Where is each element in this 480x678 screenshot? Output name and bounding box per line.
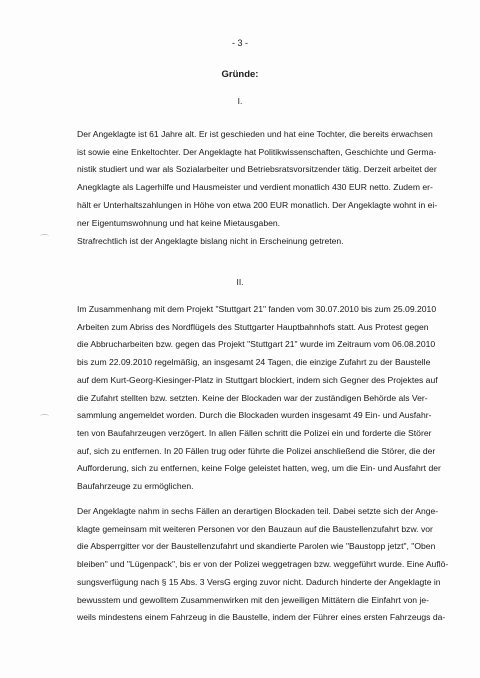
text-line: Der Angeklagte ist 61 Jahre alt. Er ist geschieden und hat eine Tochter, die bereits erwachsen <box>77 129 433 139</box>
text-line: ner Eigentumswohnung und hat keine Mietausgaben. <box>77 217 281 228</box>
text-line: klagte gemeinsam mit weiteren Personen vor den Bauzaun auf die Baustellenzufahrt bzw. vor <box>77 523 433 534</box>
text-line: Strafrechtlich ist der Angeklagte bislang nicht in Erscheinung getreten. <box>77 236 344 246</box>
text-line: weils mindestens einem Fahrzeug in die Baustelle, indem der Führer eines ersten Fahrzeugs da- <box>77 612 446 623</box>
section-heading: Gründe: <box>221 69 259 80</box>
paragraph-personal-circumstances <box>77 126 467 232</box>
page-number: - 3 - <box>231 38 248 48</box>
text-line: nistik studiert und war als Sozialarbeiter und Betriebsratsvorsitzender tätig. Derzeit arbeitet der <box>77 164 437 175</box>
text-line: hält er Unterhaltszahlungen in Höhe von etwa 200 EUR monatlich. Der Angeklagte wohnt in ei- <box>77 199 438 210</box>
text-line: die Absperrgitter vor der Baustellenzufahrt und skandierte Parolen wie "Baustopp jetzt", "Oben <box>77 541 436 552</box>
text-line: Der Angeklagte nahm in sechs Fällen an derartigen Blockaden teil. Dabei setzte sich der Ange- <box>77 506 439 516</box>
text-line: bis zum 22.09.2010 regelmäßig, an insgesamt 24 Tagen, die einzige Zufahrt zu der Baustelle <box>77 357 431 368</box>
paragraph-facts-blockades <box>77 301 467 496</box>
text-line: Im Zusammenhang mit dem Projekt "Stuttgart 21" fanden vom 30.07.2010 bis zum 25.09.2010 <box>77 304 437 314</box>
text-line: bleiben" und "Lügenpack", bis er von der Polizei weggetragen bzw. weggeführt wurde. Eine Auflö- <box>77 559 449 570</box>
text-line: auf, sich zu entfernen. In 20 Fällen trug oder führte die Polizei anschließend die Störer, die der <box>77 445 436 456</box>
text-line: Aufforderung, sich zu entfernen, keine Folge geleistet hatten, weg, um die Ein- und Ausfahrt der <box>77 463 441 474</box>
text-line: sungsverfügung nach § 15 Abs. 3 VersG erging zuvor nicht. Dadurch hinderte der Angeklagte in <box>77 576 441 587</box>
text-line: ten von Baufahrzeugen verzögert. In allen Fällen schritt die Polizei ein und forderte die Störer <box>77 427 432 438</box>
text-line: ist sowie eine Enkeltochter. Der Angeklagte hat Politikwissenschaften, Geschichte und Germa- <box>77 146 437 157</box>
margin-mark: ⌒ <box>40 414 50 424</box>
text-line: Baufahrzeuge zu ermöglichen. <box>77 481 194 492</box>
section-number-ii: II. <box>236 277 244 287</box>
text-line: Anegklagte als Lagerhilfe und Hausmeister und verdient monatlich 430 EUR netto. Zudem er- <box>77 182 433 193</box>
paragraph-defendant-participation <box>77 503 467 627</box>
text-line: die Abbrucharbeiten bzw. gegen das Projekt "Stuttgart 21" wurde im Zeitraum vom 06.08.2010 <box>77 339 436 350</box>
margin-mark: ⌒ <box>40 234 50 244</box>
text-line: Arbeiten zum Abriss des Nordflügels des Stuttgarter Hauptbahnhofs statt. Aus Protest gegen <box>77 321 429 332</box>
text-line: die Zufahrt stellten bzw. setzten. Keine der Blockaden war der zuständigen Behörde als Ver- <box>77 392 428 403</box>
paragraph-criminal-record <box>77 233 467 251</box>
text-line: bewusstem und gewolltem Zusammenwirken mit den jeweiligen Mittätern die Einfahrt von je- <box>77 594 430 605</box>
text-line: sammlung angemeldet worden. Durch die Blockaden wurden insgesamt 49 Ein- und Ausfahr- <box>77 410 432 421</box>
text-line: auf dem Kurt-Georg-Kiesinger-Platz in Stuttgart blockiert, indem sich Gegner des Projektes auf <box>77 374 438 385</box>
section-number-i: I. <box>237 96 243 106</box>
